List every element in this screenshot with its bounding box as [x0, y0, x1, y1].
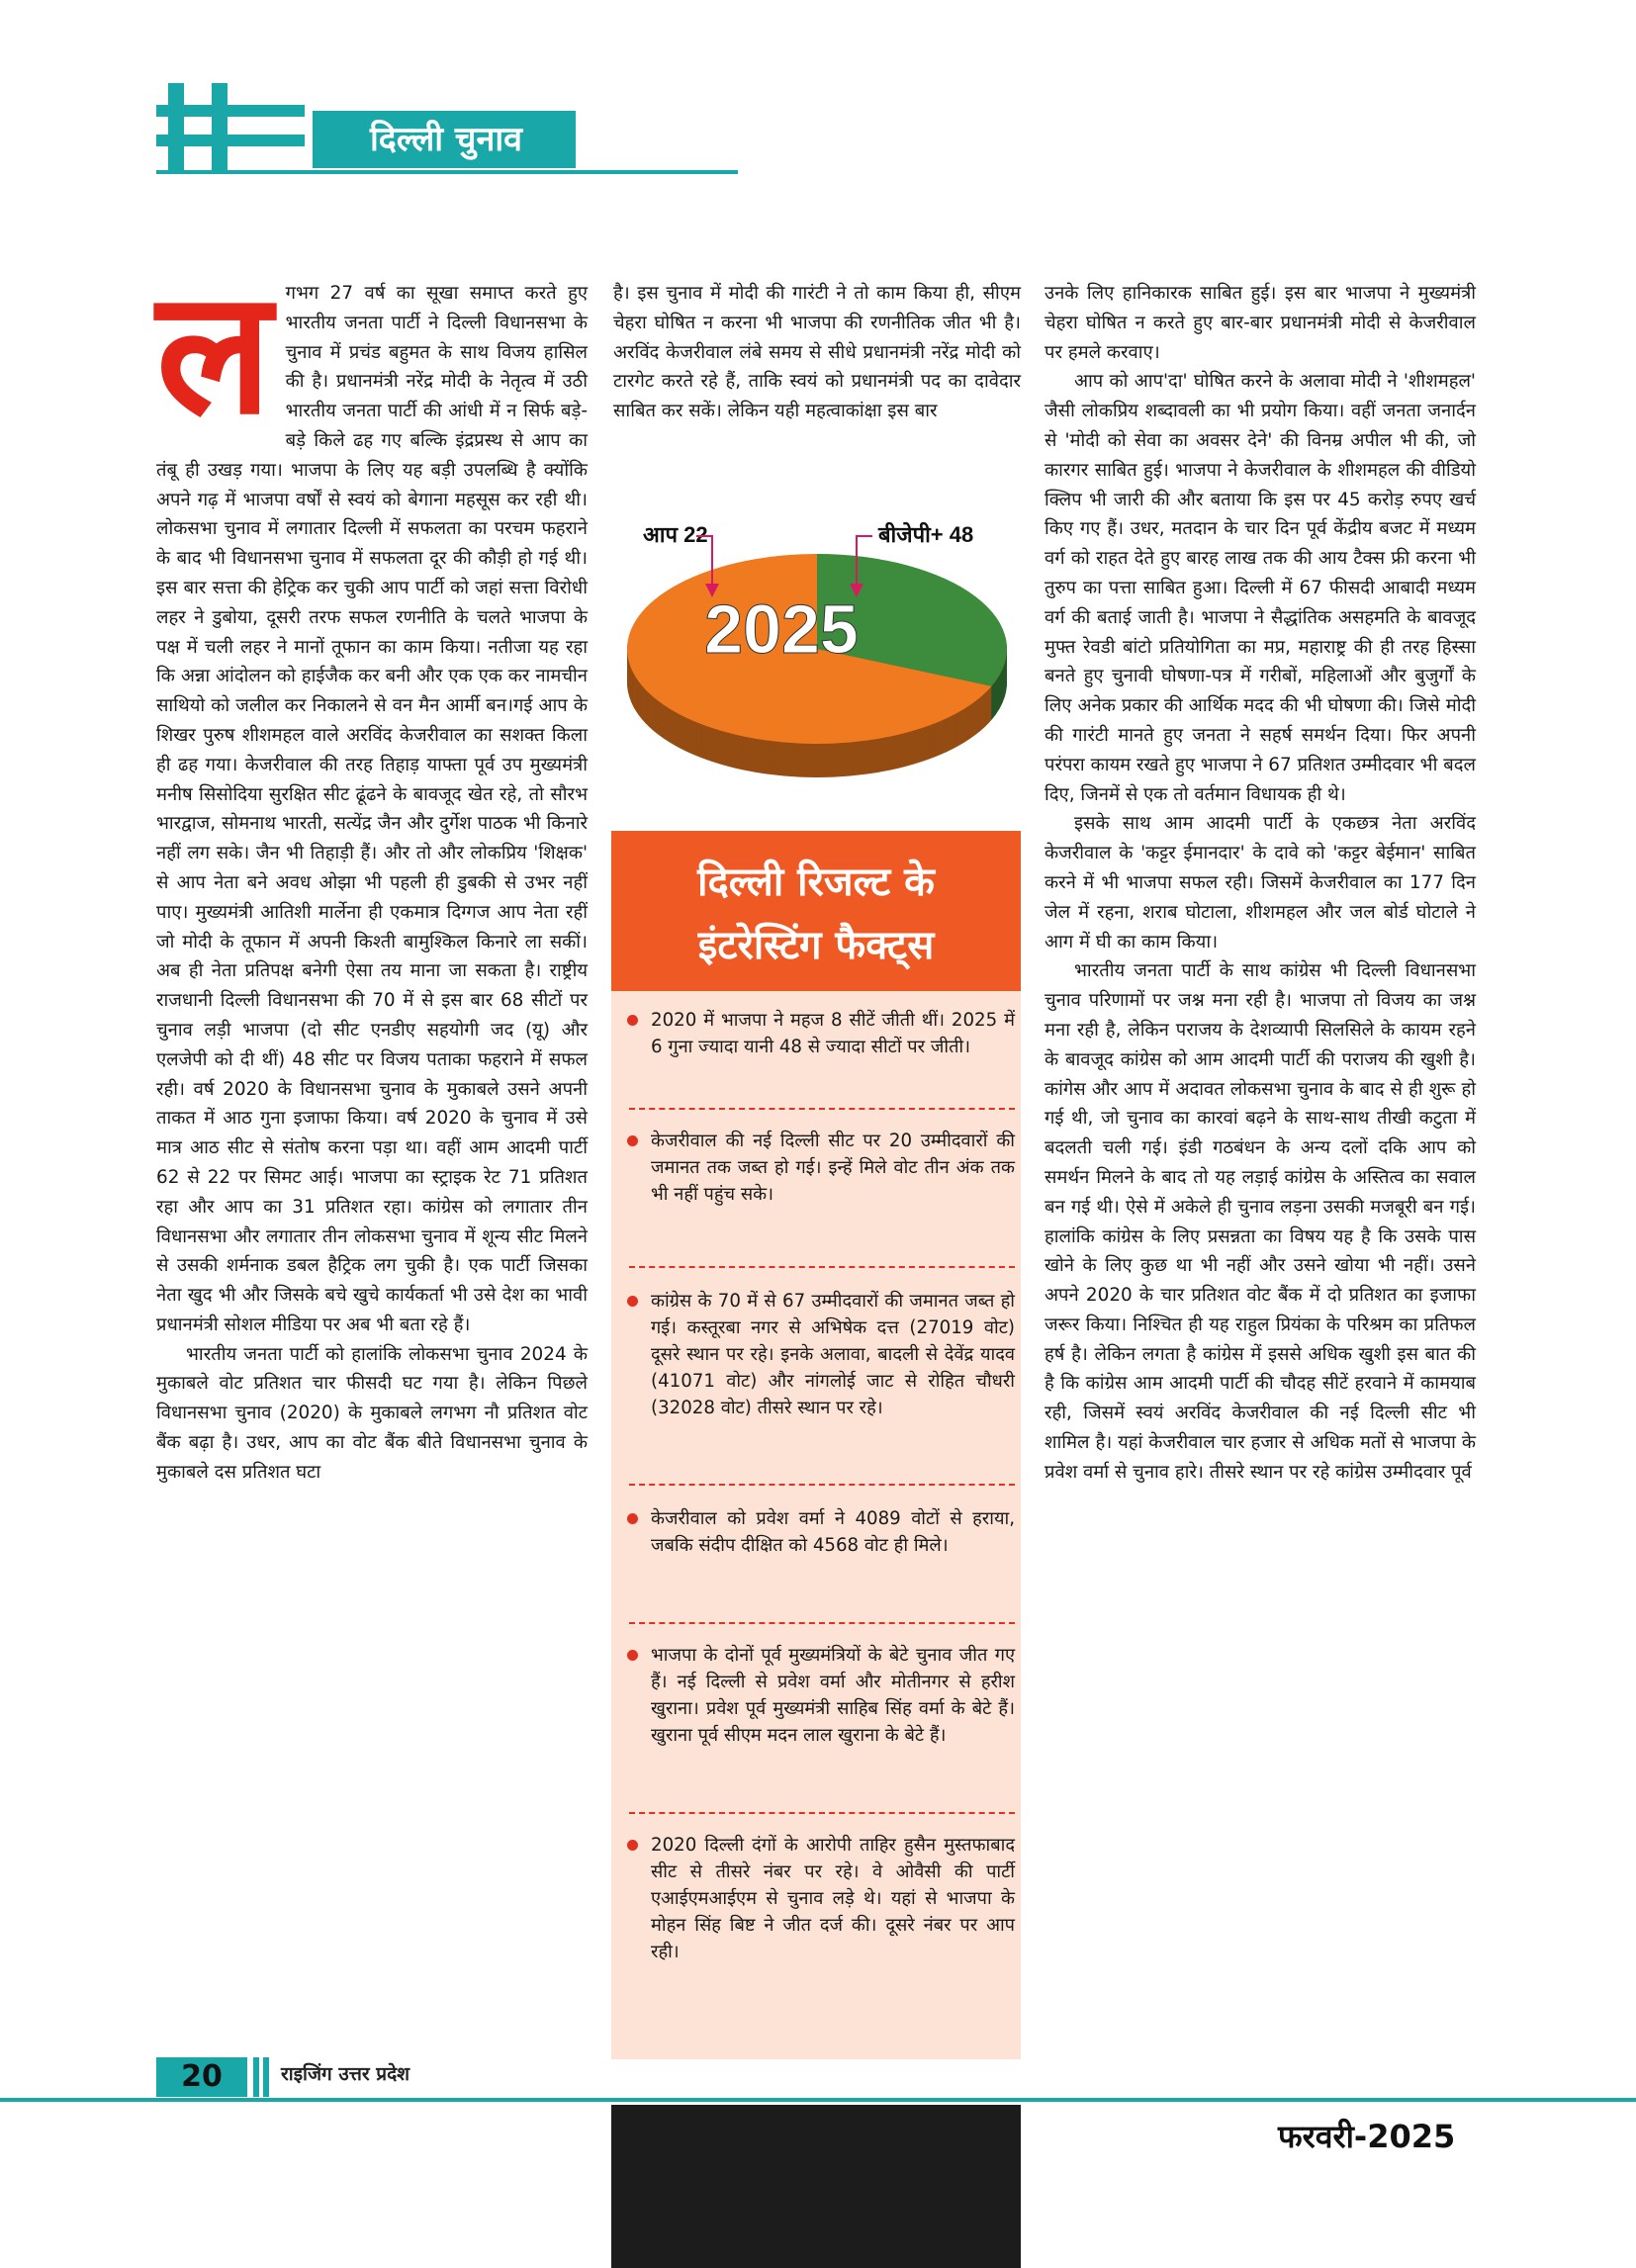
fact-divider — [629, 1812, 1015, 1814]
chart-title: 2025 — [704, 590, 859, 668]
paragraph: गभग 27 वर्ष का सूखा समाप्त करते हुए भारतीय जनता पार्टी ने दिल्ली विधानसभा के चुनाव में प्रचंड बहुमत के साथ विजय हासिल की है। प्रधानमंत्री नरेंद्र मोदी के नेतृत्व में उठी भारतीय जनता पार्टी की आंधी में न सिर्फ बड़े-बड़े किले ढह गए बल्कि इंद्रप्रस्थ से आप का तंबू ही उखड़ गया। भाजपा के लिए यह बड़ी उपलब्धि है क्योंकि अपने गढ़ में भाजपा वर्षों से स्वयं को बेगाना महसूस कर रही थी। लोकसभा चुनाव में लगातार दिल्ली में सफलता का परचम फहराने के बाद भी विधानसभा चुनाव में सफलता दूर की कौड़ी हो गई थी। इस बार सत्ता की हेट्रिक कर चुकी आप पार्टी को जहां सत्ता विरोधी लहर ने डुबोया, दूसरी तरफ सफल रणनीति के चलते भाजपा के पक्ष में चली लहर ने मानों तूफान का काम किया। नतीजा यह रहा कि अन्ना आंदोलन को हाईजैक कर बनी और एक एक कर नामचीन साथियो को जलील कर निकालने से वन मैन आर्मी बन।गई आप के शिखर पुरुष शीशमहल वाले अरविंद केजरीवाल का सशक्त किला ही ढह गया। केजरीवाल की तरह तिहाड़ याफ्ता पूर्व उप मुख्यमंत्री मनीष सिसोदिया सुरक्षित सीट ढूंढने के बावजूद खेत रहे, तो सौरभ भारद्वाज, सोमनाथ भारती, सत्येंद्र जैन और दुर्गेश पाठक भी किनारे नहीं लग सके। जैन भी तिहाड़ी हैं। और तो और लोकप्रिय 'शिक्षक' से आप नेता बने अवध ओझा भी पहली ही डुबकी से उभर नहीं पाए। मुख्यमंत्री आतिशी मार्लेना ही एकमात्र दिग्गज आप नेता रहीं जो मोदी के तूफान में अपनी किश्ती बामुश्किल किनारे ला सकीं।अब ही नेता प्रतिपक्ष बनेगी ऐसा तय माना जा सकता है। राष्ट्रीय राजधानी दिल्ली विधानसभा की 70 में से इस बार 68 सीटों पर चुनाव लड़ी भाजपा (दो सीट एनडीए सहयोगी जद (यू) और एलजेपी को दी थीं) 48 सीट पर विजय पताका फहराने में सफल रही। वर्ष 2020 के विधानसभा चुनाव के मुकाबले उसने अपनी ताकत में आठ गुना इजाफा किया। वर्ष 2020 के चुनाव में उसे मात्र आठ सीट से संतोष करना पड़ा था। वहीं आम आदमी पार्टी 62 से 22 पर सिमट आई। भाजपा का स्ट्राइक रेट 71 प्रतिशत रहा और आप का 31 प्रतिशत रहा। कांग्रेस को लगातार तीन विधानसभा और लगातार तीन लोकसभा चुनाव में शून्य सीट मिलने से उसकी शर्मनाक डबल हैट्रिक लग चुकी है। एक पार्टी जिसका नेता खुद भी और जिसके बचे खुचे कार्यकर्ता भी उसे देश का भावी प्रधानमंत्री सोशल मीडिया पर अब भी बता रहे हैं। — [156, 283, 588, 1335]
footer-bar — [253, 2057, 259, 2097]
bullet-icon — [627, 1135, 638, 1146]
fact-divider — [629, 1622, 1015, 1624]
fact-divider — [629, 1108, 1015, 1110]
fact-item: केजरीवाल की नई दिल्ली सीट पर 20 उम्मीदवारों की जमानत तक जब्त हो गई। इन्हें मिले वोट तीन अंक तक भी नहीं पहुंच सके। — [629, 1128, 1015, 1208]
bullet-icon — [627, 1015, 638, 1026]
pie-label-aap: आप 22 — [643, 522, 708, 547]
right-column — [1045, 279, 1476, 1488]
footer-bar — [263, 2057, 269, 2097]
seat-share-chart — [613, 502, 1021, 795]
page-number: 20 — [156, 2057, 247, 2097]
fact-item: 2020 दिल्ली दंगों के आरोपी ताहिर हुसैन मुस्तफाबाद सीट से तीसरे नंबर पर रहे। वे ओवैसी की पार्टी एआईएमआईएम से चुनाव लड़े थे। यहां से भाजपा के मोहन सिंह बिष्ट ने जीत दर्ज की। दूसरे नंबर पर आप रही। — [629, 1832, 1015, 1965]
bullet-icon — [627, 1296, 638, 1307]
footer-rule — [0, 2098, 1636, 2102]
pie-label-bjp: बीजेपी+ 48 — [878, 522, 974, 547]
drop-cap: ल — [156, 251, 272, 452]
fact-item: 2020 में भाजपा ने महज 8 सीटें जीती थीं। 2025 में 6 गुना ज्यादा यानी 48 से ज्यादा सीटों पर जीती। — [629, 1007, 1015, 1060]
issue-month: फरवरी-2025 — [1278, 2118, 1456, 2155]
paragraph: भारतीय जनता पार्टी को हालांकि लोकसभा चुनाव 2024 के मुकाबले वोट प्रतिशत चार फीसदी घट गया है। लेकिन पिछले विधानसभा चुनाव (2020) के मुकाबले लगभग नौ प्रतिशत वोट बैंक बढ़ा है। उधर, आप का वोट बैंक बीते विधानसभा चुनाव के मुकाबले दस प्रतिशत घटा — [156, 1343, 588, 1483]
footer-dark-block — [611, 2105, 1021, 2268]
paragraph: इसके साथ आम आदमी पार्टी के एकछत्र नेता अरविंद केजरीवाल के 'कट्टर ईमानदार' के दावे को 'कट्टर बेईमान' साबित करने में भी भाजपा सफल रही। जिसमें केजरीवाल का 177 दिन जेल में रहना, शराब घोटाला, शीशमहल और जल बोर्ड घोटाले ने आग में घी का काम किया। — [1045, 813, 1476, 953]
paragraph: उनके लिए हानिकारक साबित हुई। इस बार भाजपा ने मुख्यमंत्री चेहरा घोषित न करते हुए बार-बार प्रधानमंत्री मोदी से केजरीवाल पर हमले करवाए। — [1045, 283, 1476, 363]
section-title: दिल्ली चुनाव — [313, 111, 576, 168]
bullet-icon — [627, 1650, 638, 1661]
facts-title-line2: इंटरेस्टिंग फैक्ट्स — [697, 923, 935, 968]
header-rule — [156, 170, 738, 174]
paragraph: है। इस चुनाव में मोदी की गारंटी ने तो काम किया ही, सीएम चेहरा घोषित न करना भी भाजपा की रणनीतिक जीत भी है। अरविंद केजरीवाल लंबे समय से सीधे प्रधानमंत्री नरेंद्र मोदी को टारगेट करते रहे हैं, ताकि स्वयं को प्रधानमंत्री पद का दावेदार साबित कर सकें। लेकिन यही महत्वाकांक्षा इस बार — [613, 283, 1021, 422]
facts-title-line1: दिल्ली रिजल्ट के — [697, 860, 935, 905]
fact-item: भाजपा के दोनों पूर्व मुख्यमंत्रियों के बेटे चुनाव जीत गए हैं। नई दिल्ली से प्रवेश वर्मा और मोतीनगर से हरीश खुराना। प्रवेश पूर्व मुख्यमंत्री साहिब सिंह वर्मा के बेटे हैं। खुराना पूर्व सीएम मदन लाल खुराना के बेटे हैं। — [629, 1642, 1015, 1749]
facts-box — [611, 831, 1021, 2059]
pie-chart-svg — [613, 502, 1021, 795]
fact-item: कांग्रेस के 70 में से 67 उम्मीदवारों की जमानत जब्त हो गई। कस्तूरबा नगर से अभिषेक दत्त (27019 वोट) दूसरे स्थान पर रहे। इनके अलावा, बादली से देवेंद्र यादव (41071 वोट) और नांगलोई जाट से रोहित चौधरी (32028 वोट) तीसरे स्थान पर रहे। — [629, 1288, 1015, 1421]
bullet-icon — [627, 1840, 638, 1851]
fact-divider — [629, 1484, 1015, 1486]
paragraph: भारतीय जनता पार्टी के साथ कांग्रेस भी दिल्ली विधानसभा चुनाव परिणामों पर जश्न मना रही है। भाजपा तो विजय का जश्न मना रही है, लेकिन पराजय के देशव्यापी सिलसिले के कायम रहने के बावजूद कांग्रेस को आम आदमी पार्टी की पराजय की खुशी है। कांगेस और आप में अदावत लोकसभा चुनाव के बाद से ही शुरू हो गई थी, जो चुनाव का कारवां बढ़ने के साथ-साथ तीखी कटुता में बदलती चली गई। इंडी गठबंधन के अन्य दलों दकि आप को समर्थन मिलने के बाद तो यह लड़ाई कांग्रेस के अस्तित्व का सवाल बन गई थी। ऐसे में अकेले ही चुनाव लड़ना उसकी मजबूरी बन गई। हालांकि कांग्रेस के लिए प्रसन्नता का विषय यह है कि उसके पास खोने के लिए कुछ था भी नहीं और उसने खोया भी नहीं। उसने अपने 2020 के चार प्रतिशत वोट बैंक में दो प्रतिशत का इजाफा जरूर किया। निश्चित ही यह राहुल प्रियंका के परिश्रम का प्रतिफल हर्ष है। लेकिन लगता है कांग्रेस में इससे अधिक खुशी इस बात की है कि कांग्रेस आम आदमी पार्टी की चौदह सीटें हरवाने में कामयाब रही, जिसमें स्वयं अरविंद केजरीवाल की नई दिल्ली सीट भी शामिल है। यहां केजरीवाल चार हजार से अधिक मतों से भाजपा के प्रवेश वर्मा से चुनाव हारे। तीसरे स्थान पर रहे कांग्रेस उम्मीदवार पूर्व — [1045, 960, 1476, 1483]
magazine-name: राइजिंग उत्तर प्रदेश — [281, 2063, 410, 2085]
facts-title — [611, 831, 1021, 991]
fact-divider — [629, 1266, 1015, 1268]
fact-item: केजरीवाल को प्रवेश वर्मा ने 4089 वोटों से हराया, जबकि संदीप दीक्षित को 4568 वोट ही मिले। — [629, 1505, 1015, 1559]
left-column — [156, 251, 588, 1488]
bullet-icon — [627, 1513, 638, 1524]
middle-column-text — [613, 279, 1021, 426]
paragraph: आप को आप'दा' घोषित करने के अलावा मोदी ने 'शीशमहल' जैसी लोकप्रिय शब्दावली का भी प्रयोग किया। वहीं जनता जनार्दन से 'मोदी को सेवा का अवसर देने' की विनम्र अपील भी की, जो कारगर साबित हुई। भाजपा ने केजरीवाल के शीशमहल की वीडियो क्लिप भी जारी की और बताया कि इस पर 45 करोड़ रुपए खर्च किए गए हैं। उधर, मतदान के चार दिन पूर्व केंद्रीय बजट में मध्यम वर्ग को राहत देते हुए बारह लाख तक की आय टैक्स फ्री करना भी तुरुप का पत्ता साबित हुआ। दिल्ली में 67 फीसदी आबादी मध्यम वर्ग की बताई जाती है। भाजपा ने सैद्धांतिक असहमति के बावजूद मुफ्त रेवडी बांटो प्रतियोगिता का मप्र, महाराष्ट्र की ही तरह हिस्सा बनते हुए चुनावी घोषणा-पत्र में गरीबों, महिलाओं और बुजुर्गों के लिए अनेक प्रकार की आर्थिक मदद की भी घोषणा की। जिसे मोदी की गारंटी मानते हुए जनता ने सहर्ष समर्थन दिया। फिर अपनी परंपरा कायम रखते हुए भाजपा ने 67 प्रतिशत उम्मीदवार भी बदल दिए, जिनमें से एक तो वर्तमान विधायक ही थे। — [1045, 371, 1476, 805]
